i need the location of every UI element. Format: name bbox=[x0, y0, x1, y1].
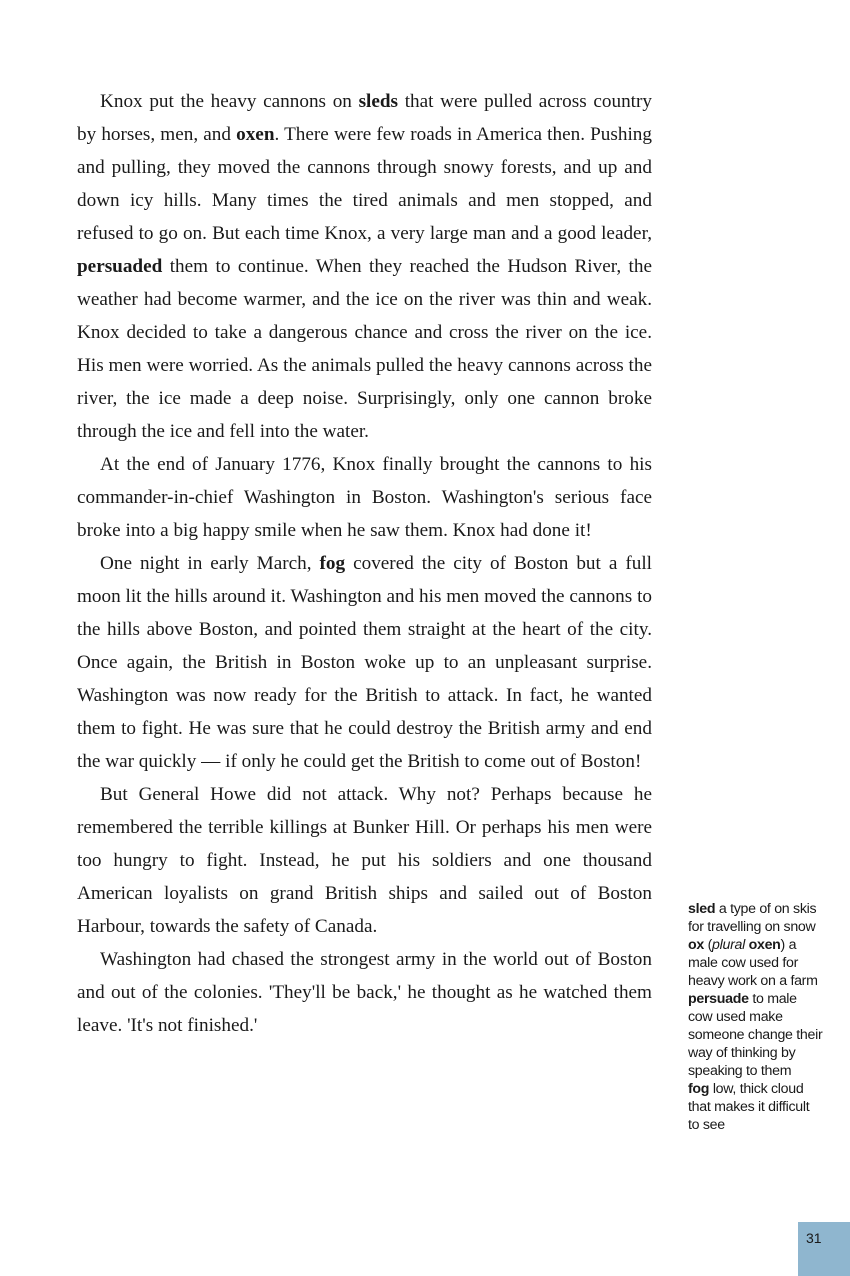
paragraph-3: One night in early March, fog covered the city of Boston but a full moon lit the hills around it. Washington and his men moved the cannons to the hills above Boston, and pointed them straight at the heart of the city. Once again, the British in Boston woke up to an unpleasant surprise. Washington was now ready for the British to attack. In fact, he wanted them to fight. He was sure that he could destroy the British army and end the war quickly — if only he could get the British to come out of Boston! bbox=[77, 553, 652, 772]
keyword-fog: fog bbox=[319, 553, 346, 574]
glossary-entry-fog: fog low, thick cloud that makes it difficult to see bbox=[688, 1081, 810, 1133]
paragraph-5: Washington had chased the strongest army in the world out of Boston and out of the colonies. 'They'll be back,' he thought as he watched them leave. 'It's not finished.' bbox=[77, 949, 652, 1036]
keyword-sleds: sleds bbox=[358, 91, 399, 112]
keyword-oxen: oxen bbox=[236, 124, 275, 145]
glossary-entry-sled: sled a type of on skis for travelling on snow bbox=[688, 901, 817, 935]
glossary-entry-persuade: persuade to male cow used make someone change their way of thinking by speaking to them bbox=[688, 991, 823, 1079]
paragraph-4: But General Howe did not attack. Why not? Perhaps because he remembered the terrible killings at Bunker Hill. Or perhaps his men were too hungry to fight. Instead, he put his soldiers and one thousand American loyalists on grand British ships and sailed out of Boston Harbour, towards the safety of Canada. bbox=[77, 784, 652, 937]
page-number: 31 bbox=[806, 1230, 822, 1246]
keyword-persuaded: persuaded bbox=[77, 256, 163, 277]
glossary-entry-ox: ox (plural oxen) a male cow used for heavy work on a farm bbox=[688, 937, 818, 989]
main-text bbox=[77, 85, 652, 1042]
paragraph-2: At the end of January 1776, Knox finally brought the cannons to his commander-in-chief Washington in Boston. Washington's serious face broke into a big happy smile when he saw them. Knox had done it! bbox=[77, 454, 652, 541]
glossary bbox=[688, 900, 823, 1134]
paragraph-1: Knox put the heavy cannons on sleds that were pulled across country by horses, men, and oxen. There were few roads in America then. Pushing and pulling, they moved the cannons through snowy forests, and up and down icy hills. Many times the tired animals and men stopped, and refused to go on. But each time Knox, a very large man and a good leader, persuaded them to continue. When they reached the Hudson River, the weather had become warmer, and the ice on the river was thin and weak. Knox decided to take a dangerous chance and cross the river on the ice. His men were worried. As the animals pulled the heavy cannons across the river, the ice made a deep noise. Surprisingly, only one cannon broke through the ice and fell into the water. bbox=[77, 91, 652, 442]
